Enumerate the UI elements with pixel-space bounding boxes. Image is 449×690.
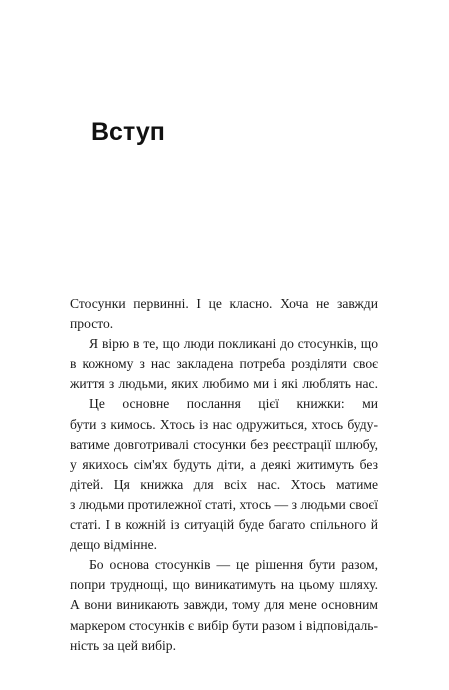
text-line: маркером стосунків є вибір бути разом і відповідаль- bbox=[70, 617, 378, 633]
text-line: бути з кимось. Хтось із нас одружиться, хтось буду- bbox=[70, 416, 378, 432]
text-line: дещо відмінне. bbox=[70, 537, 158, 553]
text-line: Стосунки первинні. І це класно. Хоча не завжди bbox=[70, 296, 378, 311]
paragraph-3 bbox=[70, 394, 378, 555]
text-line: у якихось сім'ях будуть діти, а деякі житимуть без bbox=[70, 456, 378, 472]
text-line: статі. І в кожній із ситуацій буде багато спільного й bbox=[70, 517, 378, 533]
text-line: ватиме довготривалі стосунки без реєстрації шлюбу, bbox=[70, 436, 378, 452]
paragraph-1 bbox=[70, 294, 378, 334]
chapter-title: Вступ bbox=[91, 118, 165, 146]
text-line: Я вірю в те, що люди покликані до стосунків, що bbox=[89, 336, 378, 352]
text-line: Це основне послання цієї книжки: ми bbox=[89, 396, 378, 412]
text-line: попри труднощі, що виникатимуть на цьому шляху. bbox=[70, 577, 378, 593]
text-line: з людьми протилежної статі, хтось — з людьми своєї bbox=[70, 496, 378, 512]
chapter-body bbox=[70, 294, 378, 656]
paragraph-4 bbox=[70, 555, 378, 655]
text-line: просто. bbox=[70, 316, 114, 332]
text-line: Бо основа стосунків — це рішення бути разом, bbox=[89, 557, 378, 573]
text-line: дітей. Ця книжка для всіх нас. Хтось матиме bbox=[70, 476, 378, 492]
text-line: життя з людьми, яких любимо ми і які люблять нас. bbox=[70, 376, 378, 392]
text-line: А вони виникають завжди, тому для мене основним bbox=[70, 597, 378, 613]
text-line: ність за цей вибір. bbox=[70, 637, 176, 653]
paragraph-2 bbox=[70, 334, 378, 394]
text-line: в кожному з нас закладена потреба розділяти своє bbox=[70, 356, 378, 372]
